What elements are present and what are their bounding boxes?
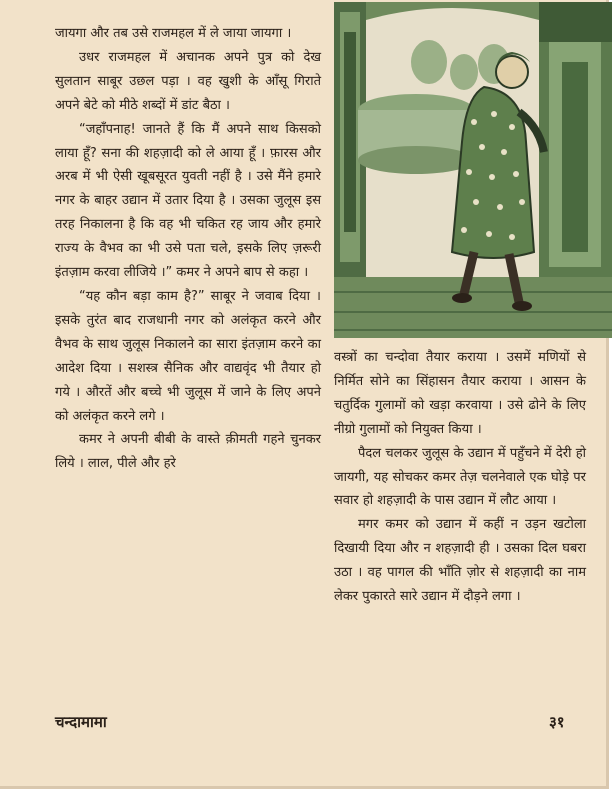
magazine-name: चन्दामामा [55,713,107,731]
paragraph: पैदल चलकर जुलूस के उद्यान में पहुँचने में देरी हो जायगी, यह सोचकर कमर तेज़ चलनेवाले एक घोड़े पर सवार हो शहज़ादी के पास उद्यान में लौट आया । [334,445,586,509]
paragraph: वस्त्रों का चन्दोवा तैयार कराया । उसमें मणियों से निर्मित सोने का सिंहासन तैयार कराया । आसन के चतुर्दिक गुलामों को खड़ा करवाया । उसे ढोने के लिए नीग्रो गुलामों को नियुक्त किया । [334,350,586,437]
left-text-column [55,22,321,476]
paragraph: मगर कमर को उद्यान में कहीं न उड़न खटोला दिखायी दिया और न शहज़ादी ही । उसका दिल घबरा उठा । वह पागल की भाँति ज़ोर से शहज़ादी का नाम लेकर पुकारते सारे उद्यान में दौड़ने लगा । [334,517,586,605]
paragraph: उधर राजमहल में अचानक अपने पुत्र को देख सुलतान साबूर उछल पड़ा । वह खुशी के आँसू गिराते अपने बेटे को मीठे शब्दों में डांट बैठा । [55,49,321,113]
paragraph: जायगा और तब उसे राजमहल में ले जाया जायगा । [55,26,292,41]
illustration-drawing [334,2,612,338]
page-number: ३१ [549,713,565,731]
paragraph: “जहाँपनाह! जानते हैं कि मैं अपने साथ किसको लाया हूँ? सना की शहज़ादी को ले आया हूँ । फ़ारस और अरब में भी ऐसी खूबसूरत युवती नहीं है । उसे मैंने हमारे नगर के बाहर उद्यान में उतार दिया है । उसका जुलूस इस तरह निकालना है कि वह भी चकित रह जाय और हमारे राज्य के वैभव का भी उसे पता चले, इसके लिए ज़रूरी इंतज़ाम करवा लीजिये ।” कमर ने अपने बाप से कहा । [55,121,321,281]
paragraph: “यह कौन बड़ा काम है?” साबूर ने जवाब दिया । इसके तुरंत बाद राजधानी नगर को अलंकृत करने और वैभव के साथ जुलूस निकालने का सारा इंतज़ाम करने का आदेश दिया । सशस्त्र सैनिक और वाद्यवृंद भी तैयार हो गये । औरतें और बच्चे भी जुलूस में जाने के लिए अपने को अलंकृत करने लगे । [55,288,321,424]
story-illustration [334,2,612,338]
paragraph: कमर ने अपनी बीबी के वास्ते क़ीमती गहने चुनकर लिये । लाल, पीले और हरे [55,432,321,472]
right-text-column [334,346,586,609]
